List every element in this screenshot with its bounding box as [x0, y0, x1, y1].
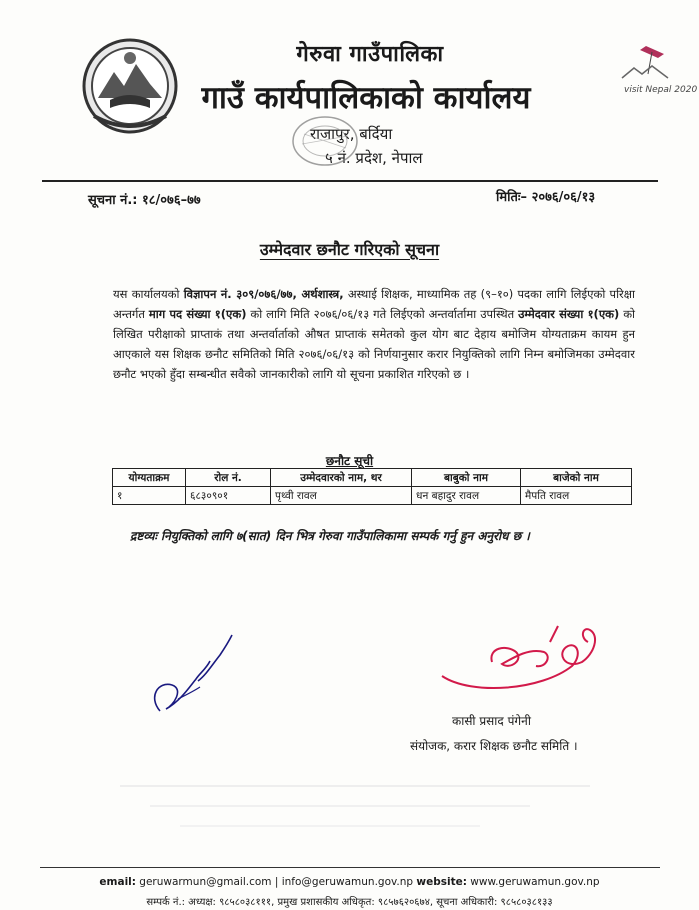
- notice-body: [113, 284, 635, 384]
- notice-date: मितिः– २०७६/०६/१३: [496, 190, 596, 205]
- table-row: [113, 487, 632, 505]
- office-name: गेरुवा गाउँपालिका: [296, 42, 444, 67]
- notice-number: सूचना नं.: १८/०७६–७७: [88, 193, 201, 208]
- selection-list-title: छनौट सूची: [325, 454, 374, 468]
- office-title: गाउँ कार्यपालिकाको कार्यालय: [201, 80, 531, 116]
- body-segment: यस कार्यालयको: [113, 287, 184, 301]
- column-header: बाजेको नाम: [521, 469, 632, 487]
- visit-nepal-text: visit Nepal 2020: [624, 85, 698, 95]
- bleed-through-marks: [120, 775, 590, 845]
- note-text: द्रष्टव्यः नियुक्तिको लागि ७(सात) दिन भित्र गेरुवा गाउँपालिकामा सम्पर्क गर्नु हुन अनुरोध छ ।: [130, 529, 530, 543]
- notice-subject: [0, 238, 699, 260]
- table-cell: धन बहादुर रावल: [412, 487, 521, 505]
- body-bold-segment: विज्ञापन नं. ३०९/०७६/७७, अर्थशास्त्र,: [183, 287, 344, 301]
- address-line-2: ५ नं. प्रदेश, नेपाल: [325, 149, 423, 167]
- handwritten-signature-left: [140, 625, 250, 725]
- header-divider: [42, 180, 658, 182]
- table-cell: पृथ्वी रावल: [271, 487, 412, 505]
- column-header: रोल नं.: [186, 469, 271, 487]
- email-value[interactable]: geruwarmun@gmail.com | info@geruwamun.gov.np: [135, 876, 417, 888]
- email-label: email:: [99, 876, 136, 888]
- table-cell: ६८३०९०१: [186, 487, 271, 505]
- footer-divider: [40, 867, 660, 868]
- column-header: बाबुको नाम: [412, 469, 521, 487]
- footer-contact-line: [0, 876, 699, 888]
- website-label: website:: [416, 876, 467, 888]
- website-value[interactable]: www.geruwamun.gov.np: [466, 876, 600, 888]
- column-header: योग्यताक्रम: [113, 469, 186, 487]
- signatory-title: संयोजक, करार शिक्षक छनौट समिति ।: [410, 739, 578, 753]
- selection-table: [112, 468, 632, 505]
- office-stamp-icon: [290, 114, 360, 168]
- column-header: उम्मेदवारको नाम, थर: [271, 469, 412, 487]
- table-cell: मैपति रावल: [521, 487, 632, 505]
- footer-phone-line: सम्पर्क नं.: अध्यक्ष: ९८५८०३८१११, प्रमुख प्रशासकीय अधिकृत: ९८५७६२०६७४, सूचना अधिकारी: ९८५८०३८१३३: [146, 897, 553, 908]
- subject-text: उम्मेदवार छनौट गरिएको सूचना: [259, 240, 440, 259]
- body-bold-segment: उम्मेदवार संख्या १(एक): [518, 307, 620, 321]
- body-segment: अस्थाई शिक्षक, माध्यामिक तह (९–१०) पदका लागि लिईएको परिक्षा अन्तर्गत: [113, 287, 635, 321]
- body-segment: को लागि मिति २०७६/०६/१३ गते लिईएको अन्तर्वार्तामा उपस्थित: [246, 307, 519, 321]
- body-bold-segment: माग पद संख्या १(एक): [148, 307, 247, 321]
- table-header-row: [113, 469, 632, 487]
- address-line-1: राजापुर, बर्दिया: [310, 125, 393, 143]
- visit-nepal-logo-icon: [612, 44, 698, 106]
- government-emblem-icon: [80, 36, 180, 136]
- signatory-name: कासी प्रसाद पंगेनी: [452, 714, 531, 728]
- handwritten-signature-right: [432, 612, 607, 702]
- body-segment: को लिखित परीक्षाको प्राप्ताकं तथा अन्तर्वार्ताको औषत प्राप्ताकं समेतको कुल योग बाट देहाय बमोजिम योग्यताक्रम कायम हुन आएकाले यस शिक्षक छनौट समितिको मिति २०७६/०६/१३ को निर्णयानुसार करार नियुक्तिको लागि निम्न बमोजिमका उम्मेदवार छनौट भएको हुँदा सम्बन्धीत सवैको जानकारीको लागि यो सूचना प्रकाशित गरिएको छ ।: [113, 307, 636, 381]
- table-cell: १: [113, 487, 186, 505]
